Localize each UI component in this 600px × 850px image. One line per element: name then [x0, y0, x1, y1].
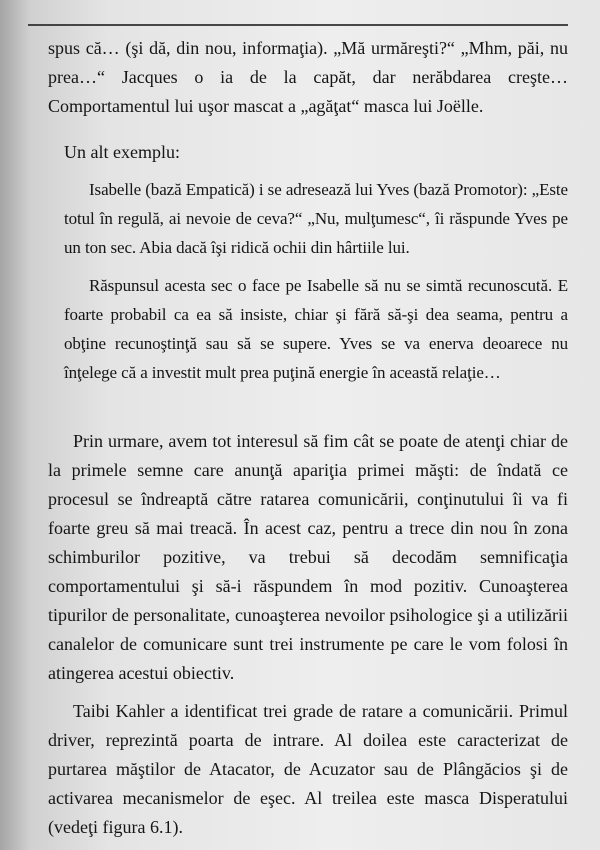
example-paragraph-2: Răspunsul acesta sec o face pe Isabelle să nu se simtă recunoscută. E foarte probabil ca ea să insiste, chiar şi fără să-şi dea seama, pentru a obţine recunoştinţă sau să se supere. Yves se va enerva deoarece nu înţelege că a investit mult prea puţină energie în această relaţie…	[64, 276, 568, 382]
page-text	[48, 34, 568, 842]
header-rule	[28, 24, 568, 26]
spine-shadow	[0, 0, 30, 850]
paragraph-continuation: spus că… (şi dă, din nou, informaţia). „Mă urmăreşti?“ „Mhm, păi, nu prea…“ Jacques o ia de la capăt, dar nerăbdarea creşte… Comportamentul lui uşor mascat a „agăţat“ masca lui Joëlle.	[48, 38, 568, 116]
example-heading: Un alt exemplu:	[64, 142, 180, 162]
example-paragraph-1: Isabelle (bază Empatică) i se adresează lui Yves (bază Promotor): „Este totul în regulă, ai nevoie de ceva?“ „Nu, mulţumesc“, îi răspunde Yves pe un ton sec. Abia dacă îşi ridică ochii din hârtiile lui.	[64, 180, 568, 257]
main-paragraph-1: Prin urmare, avem tot interesul să fim cât se poate de atenţi chiar de la primele semne care anunţă apariţia primei măşti: de îndată ce procesul se îndreaptă către ratarea comunicării, conţinutului îi va fi foarte greu să mai treacă. În acest caz, pentru a trece din nou în zona schimburilor pozitive, va trebui să decodăm semnificaţia comportamentului şi să-i răspundem în mod pozitiv. Cunoaşterea tipurilor de personalitate, cunoaşterea nevoilor psihologice şi a utilizării canalelor de comunicare sunt trei instrumente pe care le vom folosi în atingerea acestui obiectiv.	[48, 431, 568, 683]
main-paragraph-2: Taibi Kahler a identificat trei grade de ratare a comunicării. Primul driver, reprezintă poarta de intrare. Al doilea este caracterizat de purtarea măştilor de Atacator, de Acuzator sau de Plângăcios şi de activarea mecanismelor de eşec. Al treilea este masca Disperatului (vedeţi figura 6.1).	[48, 701, 568, 837]
